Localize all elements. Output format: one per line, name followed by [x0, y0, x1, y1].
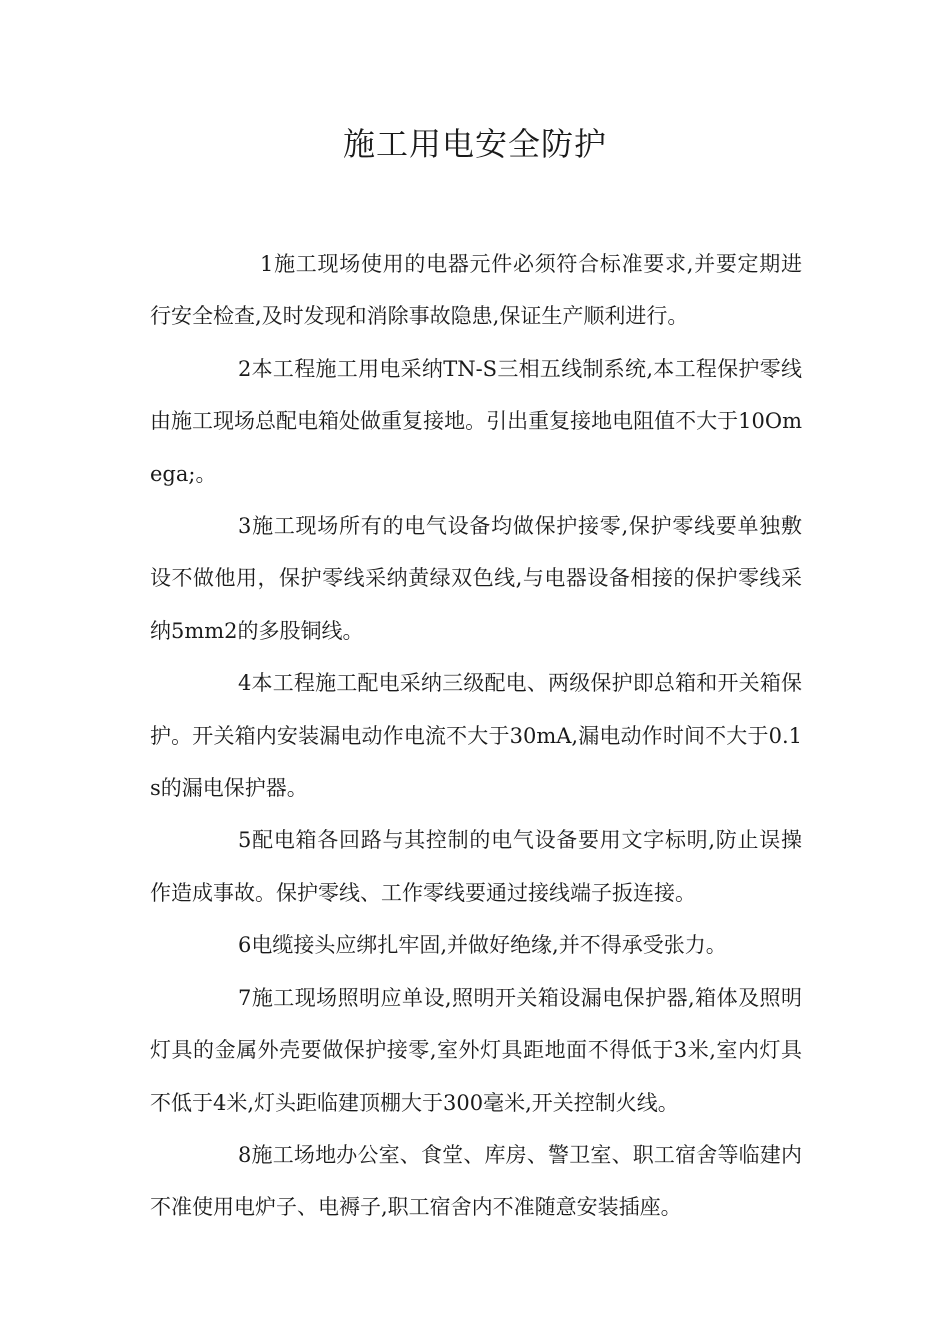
- paragraph-5: 5配电箱各回路与其控制的电气设备要用文字标明,防止误操作造成事故。保护零线、工作零线要通过接线端子扳连接。: [150, 828, 802, 905]
- paragraph-3: 3施工现场所有的电气设备均做保护接零,保护零线要单独敷设不做他用，保护零线采纳黄绿双色线,与电器设备相接的保护零线采纳5mm2的多股铜线。: [150, 514, 802, 643]
- document-body: [150, 238, 802, 1234]
- paragraph-7: 7施工现场照明应单设,照明开关箱设漏电保护器,箱体及照明灯具的金属外壳要做保护接零,室外灯具距地面不得低于3米,室内灯具不低于4米,灯头距临建顶棚大于300毫米,开关控制火线。: [150, 985, 802, 1115]
- paragraph-1: 1施工现场使用的电器元件必须符合标准要求,并要定期进行安全检查,及时发现和消除事故隐患,保证生产顺利进行。: [150, 252, 802, 329]
- paragraph-4: 4本工程施工配电采纳三级配电、两级保护即总箱和开关箱保护。开关箱内安装漏电动作电流不大于30mA,漏电动作时间不大于0.1s的漏电保护器。: [150, 671, 802, 801]
- paragraph-6: 6电缆接头应绑扎牢固,并做好绝缘,并不得承受张力。: [238, 933, 727, 958]
- paragraph-8: 8施工场地办公室、食堂、库房、警卫室、职工宿舍等临建内不准使用电炉子、电褥子,职工宿舍内不准随意安装插座。: [150, 1142, 802, 1220]
- paragraph-2: 2本工程施工用电采纳TN-S三相五线制系统,本工程保护零线由施工现场总配电箱处做重复接地。引出重复接地电阻值不大于10Omega;。: [150, 356, 802, 486]
- document-title: 施工用电安全防护: [342, 125, 607, 163]
